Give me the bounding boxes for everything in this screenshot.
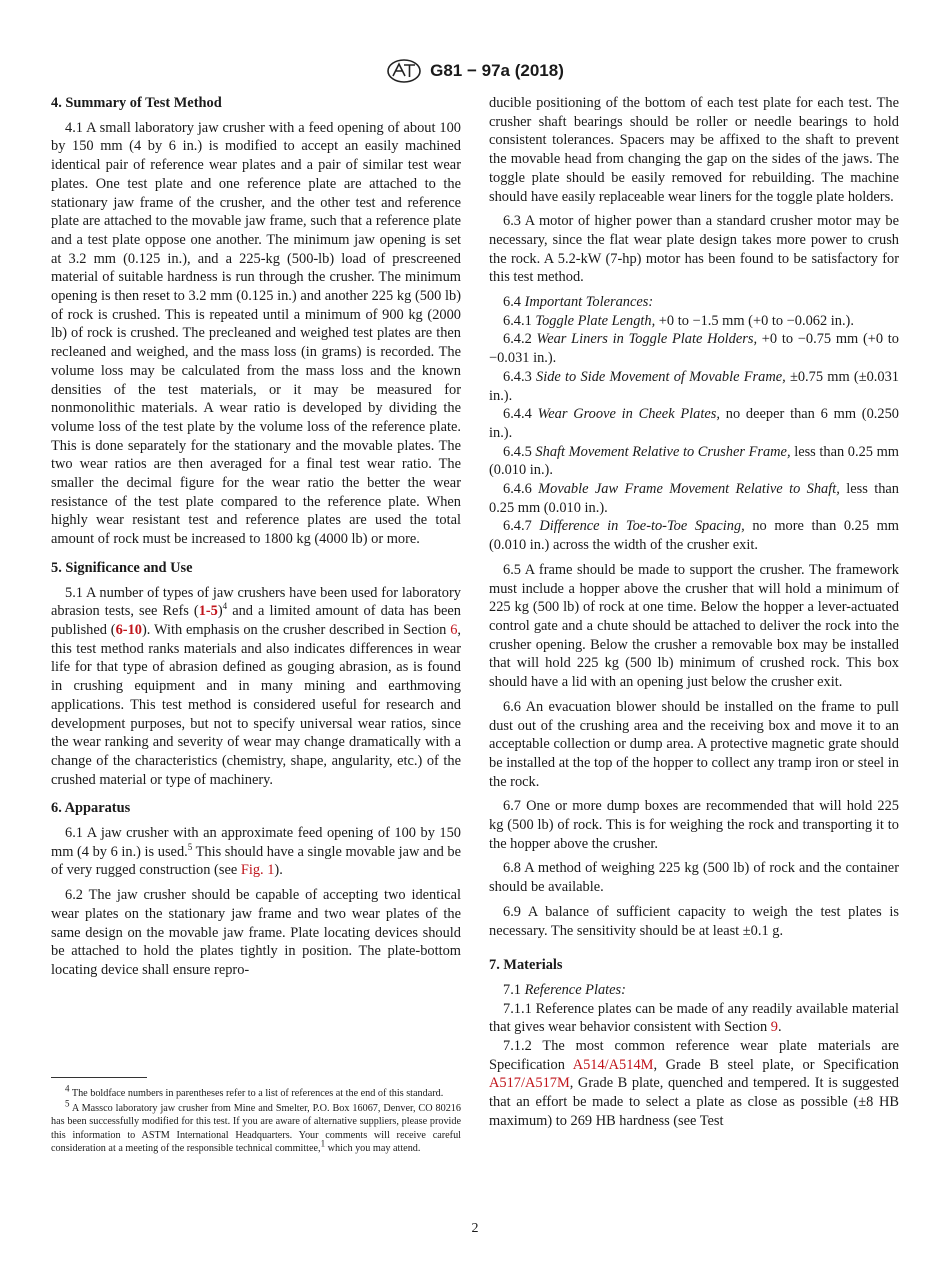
paragraph-6-3: 6.3 A motor of higher power than a standard crusher motor may be necessary, since the flat wear plate design takes more power to crush the rock. A 5.2-kW (7-hp) motor has been found to be satisfactory for this test method.	[489, 213, 899, 286]
document-id: G81 − 97a (2018)	[430, 61, 564, 80]
section-7-heading: 7. Materials	[489, 957, 563, 974]
paragraph-6-1: 6.1 A jaw crusher with an approximate feed opening of 100 by 150 mm (4 by 6 in.) is used.$^5$ This should have a single movable jaw and be of very rugged construction (see Fig. 1).	[51, 825, 461, 879]
tolerance-6-4-7: 6.4.7 Difference in Toe-to-Toe Spacing, no more than 0.25 mm (0.010 in.) across the width of the crusher exit.	[489, 518, 899, 554]
paragraph-7-1-2: 7.1.2 The most common reference wear plate materials are Specification A514/A514M, Grade B steel plate, or Specification A517/A517M, Grade B plate, quenched and tempered. It is suggested that an effort be made to select a plate as close as possible (±8 HB maximum) to 269 HB hardness (see Test	[489, 1038, 899, 1129]
tolerance-6-4-3: 6.4.3 Side to Side Movement of Movable Frame, ±0.75 mm (±0.031 in.).	[489, 368, 899, 404]
tolerance-6-4-4: 6.4.4 Wear Groove in Cheek Plates, no deeper than 6 mm (0.250 in.).	[489, 406, 899, 441]
paragraph-6-5: 6.5 A frame should be made to support the crusher. The framework must include a hopper above the crusher that will hold a minimum of 225 kg (500 lb) of rock at one time. Below the hopper a lever-actuated control gate and a chute should be attached to deliver the rock into the crusher opening. Below the crusher a removable box may be installed that will hold 225 kg (500 lb) minimum of crushed rock. This box should have a lid with an opening just below the crusher exit.	[489, 561, 899, 691]
paragraph-4-1: 4.1 A small laboratory jaw crusher with a feed opening of about 100 by 150 mm (4 by 6 in.) is modified to accept an easily machined identical pair of reference wear plates and a pair of similar test wear plates. One test plate and one reference plate are attached to the stationary jaw frame of the crusher, and the other test and reference plate are attached to the movable jaw frame, such that a reference plate and a test plate oppose one another. The minimum jaw opening is set at 3.2 mm (0.125 in.), and a 225-kg (500-lb) load of prescreened material of suitable hardness is run through the crusher. The minimum opening is then reset to 3.2 mm (0.125 in.) and another 225 kg (500 lb) of rock is crushed. This is repeated until a minimum of 900 kg (2000 lb) of rock is crushed. The precleaned and weighed test plates are then recleaned and weighed, and the mass loss (in grams) is recorded. The volume loss may be calculated from the mass loss and the known densities of the test materials, or it may be measured for nonmonolithic materials. A wear ratio is developed by dividing the volume loss of the test plate by the volume loss of the reference plate. This is done separately for the stationary and the movable plates. The two wear ratios are then averaged for a final test wear ratio. The smaller the decimal figure for the wear ratio the better the wear resistance of the test plate compared to the reference plate. When highly wear resistant test and reference plates are used the total amount of rock must be increased to 1800 kg (4000 lb) or more.	[51, 119, 461, 548]
paragraph-6-6: 6.6 An evacuation blower should be installed on the frame to pull dust out of the crushing area and the receiving box and move it to an acceptable collection or dump area. A protective magnetic grate should be installed at the top of the hopper to collect any tramp iron or steel in the rock.	[489, 698, 899, 790]
section-6-heading: 6. Apparatus	[51, 800, 131, 817]
page-number: 2	[471, 1221, 479, 1236]
right-column	[489, 94, 899, 1131]
paragraph-7-1-1: 7.1.1 Reference plates can be made of any readily available material that gives wear behavior consistent with Section 9.	[489, 1000, 899, 1036]
tolerance-6-4-2: 6.4.2 Wear Liners in Toggle Plate Holders, +0 to −0.75 mm (+0 to −0.031 in.).	[489, 331, 899, 367]
paragraph-6-7: 6.7 One or more dump boxes are recommended that will hold 225 kg (500 lb) of rock. This is for weighing the rock and transporting it to the hopper above the crusher.	[489, 798, 899, 852]
spec-a517-link[interactable]: A517/A517M	[489, 1075, 570, 1092]
section-9-link[interactable]: 9	[770, 1019, 778, 1036]
paragraph-7-1: 7.1 Reference Plates:	[503, 981, 626, 998]
section-5-heading: 5. Significance and Use	[51, 559, 193, 576]
paragraph-6-9: 6.9 A balance of sufficient capacity to weigh the test plates is necessary. The sensitivity should be at least ±0.1 g.	[489, 903, 899, 939]
paragraph-6-8: 6.8 A method of weighing 225 kg (500 lb) of rock and the container should be available.	[489, 860, 899, 896]
left-column	[51, 94, 461, 986]
footnote-4: $^4$ The boldface numbers in parentheses refer to a list of references at the end of this standard.	[65, 1083, 444, 1099]
footnote-marker-5: 5	[187, 841, 193, 852]
footnotes	[51, 1077, 461, 1157]
paragraph-5-1: 5.1 A number of types of jaw crushers have been used for laboratory abrasion tests, see Refs $(1-5)^4$ and a limited amount of data has been published (6-10). With emphasis on the crusher described in Section 6, this test method ranks materials and also indicates differences in wear life for that type of abrasion defined as gouging abrasion, as is found in crushing equipment and in many mining and earthmoving applications. This test method is considered useful for research and development purposes, but not to specify universal wear ratios, since the wear ranking and severity of wear may change dramatically with a change of the characteristics (chemistry, shape, angularity, etc.) of the crushed material or type of machinery.	[51, 584, 461, 788]
page-header	[0, 58, 950, 89]
paragraph-6-4: 6.4 Important Tolerances:	[503, 294, 654, 311]
section-6-link[interactable]: 6	[450, 621, 458, 638]
footnote-marker-4: 4	[222, 601, 228, 612]
footnote-divider	[51, 1077, 147, 1078]
tolerance-6-4-5: 6.4.5 Shaft Movement Relative to Crusher Frame, less than 0.25 mm (0.010 in.).	[489, 443, 900, 479]
tolerance-6-4-1: 6.4.1 Toggle Plate Length, +0 to −1.5 mm (+0 to −0.062 in.).	[503, 312, 854, 329]
astm-logo-icon	[386, 58, 422, 84]
spec-a514-link[interactable]: A514/A514M	[572, 1056, 654, 1073]
reference-link-6-10[interactable]: 6-10	[115, 621, 142, 638]
figure-1-link[interactable]: Fig. 1	[240, 862, 275, 879]
section-4-heading: 4. Summary of Test Method	[51, 95, 222, 111]
footnote-5: $^5$ A Massco laboratory jaw crusher from Mine and Smelter, P.O. Box 16067, Denver, CO 80216 has been successfully modified for this test. If you are aware of alternative suppliers, please provide this information to ASTM International Headquarters. Your comments will receive careful consideration at a meeting of the responsible technical committee,$^1$ which you may attend.	[51, 1098, 461, 1154]
reference-link-1-5[interactable]: 1-5	[198, 603, 218, 620]
tolerance-6-4-6: 6.4.6 Movable Jaw Frame Movement Relative to Shaft, less than 0.25 mm (0.010 in.).	[489, 481, 899, 516]
paragraph-6-2: 6.2 The jaw crusher should be capable of accepting two identical wear plates on the stationary jaw frame and two wear plates of the same design on the movable jaw frame. Plate locating devices should be attached to hold the plates tightly in position. The plate-bottom locating device shall ensure repro-	[51, 887, 461, 978]
paragraph-6-2-continued: ducible positioning of the bottom of each test plate for each test. The crusher shaft bearings should be roller or needle bearings to hold consistent tolerances. Spacers may be affixed to the shaft to prevent the movable head from changing the gap on the sides of the jaws. The toggle plate should be easily removed for rebuilding. The machine should have easily replaceable wear liners for the toggle plate holders.	[489, 95, 899, 205]
